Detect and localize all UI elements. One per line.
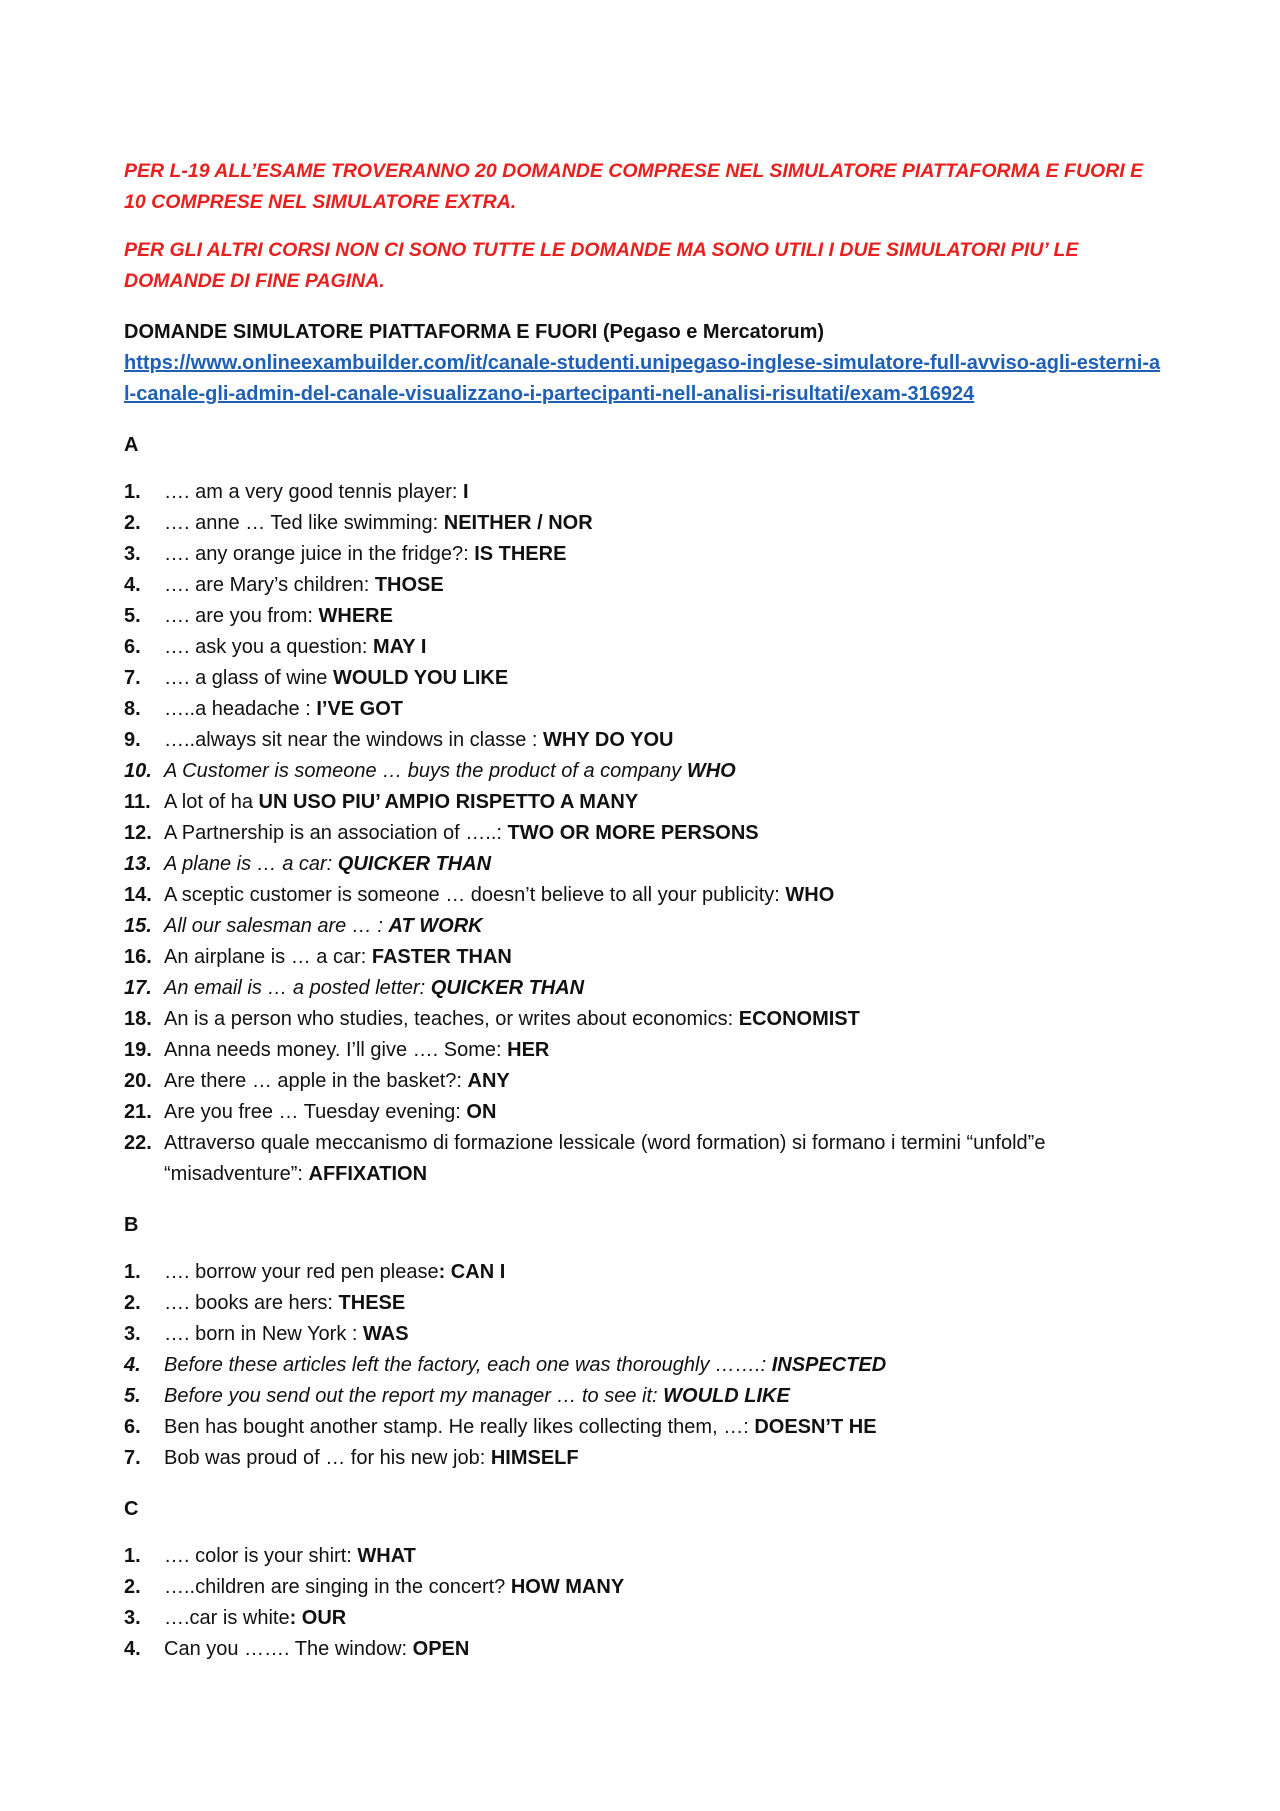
question-text: …. born in New York :: [164, 1323, 363, 1345]
question-number: 3.: [124, 1607, 141, 1629]
question-number: 9.: [124, 729, 141, 751]
section-heading: DOMANDE SIMULATORE PIATTAFORMA E FUORI (Pegaso e Mercatorum): [124, 321, 825, 343]
question-number: 3.: [124, 543, 141, 565]
question-number: 2.: [124, 1292, 141, 1314]
question-number: 16.: [124, 946, 152, 968]
question-item: [124, 601, 1164, 632]
question-text: …. ask you a question:: [164, 636, 374, 658]
question-text: Before you send out the report my manager … to see it:: [164, 1385, 664, 1407]
answer-text: QUICKER THAN: [337, 853, 492, 875]
section-letter: B: [124, 1214, 139, 1236]
answer-text: UN USO PIU’ AMPIO RISPETTO A MANY: [258, 791, 639, 813]
question-text: …. are you from:: [164, 605, 319, 627]
question-item: [124, 1288, 1164, 1319]
question-number: 22.: [124, 1132, 152, 1154]
question-item: [124, 1350, 1164, 1381]
question-list: [124, 1257, 1164, 1474]
question-item: [124, 477, 1164, 508]
answer-text: THOSE: [374, 574, 444, 596]
question-text: …. are Mary’s children:: [164, 574, 375, 596]
question-number: 7.: [124, 667, 141, 689]
question-item: [124, 1035, 1164, 1066]
notice-other-courses: PER GLI ALTRI CORSI NON CI SONO TUTTE LE DOMANDE MA SONO UTILI I DUE SIMULATORI PIU’ LE DOMANDE DI FINE PAGINA.: [124, 239, 1079, 292]
question-number: 1.: [124, 481, 141, 503]
question-item: [124, 787, 1164, 818]
question-item: [124, 1541, 1164, 1572]
simulator-link[interactable]: https://www.onlineexambuilder.com/it/canale-studenti.unipegaso-inglese-simulatore-full-avviso-agli-esterni-al-canale-gli-admin-del-canale-visualizzano-i-partecipanti-nell-analisi-risultati/exam-316924: [124, 352, 1161, 405]
answer-text: HER: [507, 1039, 550, 1061]
question-text: An email is … a posted letter:: [164, 977, 431, 999]
question-text: …. a glass of wine: [164, 667, 333, 689]
question-item: [124, 508, 1164, 539]
answer-text: WHO: [686, 760, 736, 782]
answer-text: HOW MANY: [510, 1576, 625, 1598]
answer-text: INSPECTED: [771, 1354, 887, 1376]
notice-l19: PER L-19 ALL’ESAME TROVERANNO 20 DOMANDE COMPRESE NEL SIMULATORE PIATTAFORMA E FUORI E 10 COMPRESE NEL SIMULATORE EXTRA.: [124, 160, 1144, 213]
question-number: 13.: [124, 853, 152, 875]
question-number: 3.: [124, 1323, 141, 1345]
answer-text: WHERE: [318, 605, 393, 627]
question-text: Before these articles left the factory, each one was thoroughly …….:: [164, 1354, 772, 1376]
answer-text: : CAN I: [438, 1261, 506, 1283]
question-text: A sceptic customer is someone … doesn’t believe to all your publicity:: [164, 884, 786, 906]
answer-text: QUICKER THAN: [430, 977, 585, 999]
question-text: …. color is your shirt:: [164, 1545, 358, 1567]
question-item: [124, 1066, 1164, 1097]
question-number: 21.: [124, 1101, 152, 1123]
question-list: [124, 477, 1164, 1190]
question-number: 2.: [124, 512, 141, 534]
question-item: [124, 1603, 1164, 1634]
question-number: 5.: [124, 605, 141, 627]
question-item: [124, 1097, 1164, 1128]
question-number: 20.: [124, 1070, 152, 1092]
answer-text: ANY: [467, 1070, 510, 1092]
question-item: [124, 1412, 1164, 1443]
question-text: …. borrow your red pen please: [164, 1261, 439, 1283]
question-number: 2.: [124, 1576, 141, 1598]
answer-text: AFFIXATION: [308, 1163, 428, 1185]
answer-text: AT WORK: [388, 915, 483, 937]
answer-text: MAY I: [373, 636, 427, 658]
answer-text: THESE: [338, 1292, 406, 1314]
question-text: Ben has bought another stamp. He really likes collecting them, …:: [164, 1416, 755, 1438]
document-page: [124, 156, 1164, 1685]
question-number: 4.: [124, 574, 141, 596]
question-number: 8.: [124, 698, 141, 720]
question-item: [124, 1319, 1164, 1350]
question-item: [124, 1257, 1164, 1288]
question-list: [124, 1541, 1164, 1665]
question-number: 6.: [124, 636, 141, 658]
question-text: …..children are singing in the concert?: [164, 1576, 511, 1598]
question-item: [124, 632, 1164, 663]
answer-text: WAS: [362, 1323, 409, 1345]
question-text: Bob was proud of … for his new job:: [164, 1447, 491, 1469]
answer-text: FASTER THAN: [371, 946, 512, 968]
question-number: 7.: [124, 1447, 141, 1469]
question-text: Can you ……. The window:: [164, 1638, 413, 1660]
question-text: …..a headache :: [164, 698, 317, 720]
question-number: 6.: [124, 1416, 141, 1438]
question-number: 14.: [124, 884, 152, 906]
question-number: 10.: [124, 760, 152, 782]
question-number: 15.: [124, 915, 152, 937]
answer-text: HIMSELF: [490, 1447, 579, 1469]
answer-text: IS THERE: [474, 543, 567, 565]
question-text: Are there … apple in the basket?:: [164, 1070, 468, 1092]
question-number: 11.: [124, 791, 151, 813]
question-number: 4.: [124, 1354, 141, 1376]
answer-text: ON: [466, 1101, 497, 1123]
answer-text: : OUR: [289, 1607, 347, 1629]
question-item: [124, 694, 1164, 725]
section-letter: A: [124, 434, 139, 456]
question-number: 12.: [124, 822, 152, 844]
question-item: [124, 539, 1164, 570]
question-item: [124, 1128, 1164, 1190]
question-text: A Customer is someone … buys the product of a company: [164, 760, 687, 782]
question-text: An airplane is … a car:: [164, 946, 372, 968]
question-text: An is a person who studies, teaches, or writes about economics:: [164, 1008, 739, 1030]
question-number: 17.: [124, 977, 152, 999]
question-item: [124, 1004, 1164, 1035]
answer-text: I: [463, 481, 469, 503]
answer-text: DOESN’T HE: [754, 1416, 877, 1438]
answer-text: WOULD LIKE: [663, 1385, 790, 1407]
question-item: [124, 942, 1164, 973]
answer-text: WHY DO YOU: [543, 729, 674, 751]
question-text: Anna needs money. I’ll give …. Some:: [164, 1039, 508, 1061]
question-text: A lot of ha: [164, 791, 259, 813]
question-text: Attraverso quale meccanismo di formazione lessicale (word formation) si formano i termini “unfold”e “misadventure”:: [164, 1132, 1046, 1185]
answer-text: WHAT: [357, 1545, 416, 1567]
question-item: [124, 663, 1164, 694]
answer-text: WHO: [785, 884, 835, 906]
question-number: 18.: [124, 1008, 152, 1030]
question-item: [124, 1634, 1164, 1665]
question-item: [124, 1572, 1164, 1603]
question-text: ….car is white: [164, 1607, 290, 1629]
question-item: [124, 911, 1164, 942]
question-number: 5.: [124, 1385, 141, 1407]
question-text: A plane is … a car:: [164, 853, 338, 875]
answer-text: NEITHER / NOR: [443, 512, 593, 534]
question-item: [124, 1443, 1164, 1474]
question-item: [124, 880, 1164, 911]
question-text: Are you free … Tuesday evening:: [164, 1101, 467, 1123]
answer-text: WOULD YOU LIKE: [332, 667, 509, 689]
question-number: 1.: [124, 1261, 141, 1283]
question-text: …..always sit near the windows in classe :: [164, 729, 544, 751]
answer-text: ECONOMIST: [738, 1008, 860, 1030]
question-text: …. anne … Ted like swimming:: [164, 512, 444, 534]
question-number: 19.: [124, 1039, 152, 1061]
answer-text: OPEN: [412, 1638, 470, 1660]
question-text: A Partnership is an association of …..:: [164, 822, 508, 844]
question-item: [124, 756, 1164, 787]
question-text: All our salesman are … :: [164, 915, 389, 937]
question-sections: [124, 430, 1164, 1665]
question-item: [124, 818, 1164, 849]
question-item: [124, 973, 1164, 1004]
question-text: …. am a very good tennis player:: [164, 481, 464, 503]
question-item: [124, 849, 1164, 880]
question-number: 4.: [124, 1638, 141, 1660]
question-item: [124, 570, 1164, 601]
question-text: …. any orange juice in the fridge?:: [164, 543, 475, 565]
question-item: [124, 725, 1164, 756]
section-letter: C: [124, 1498, 139, 1520]
answer-text: I’VE GOT: [316, 698, 404, 720]
question-text: …. books are hers:: [164, 1292, 339, 1314]
answer-text: TWO OR MORE PERSONS: [507, 822, 759, 844]
question-item: [124, 1381, 1164, 1412]
question-number: 1.: [124, 1545, 141, 1567]
